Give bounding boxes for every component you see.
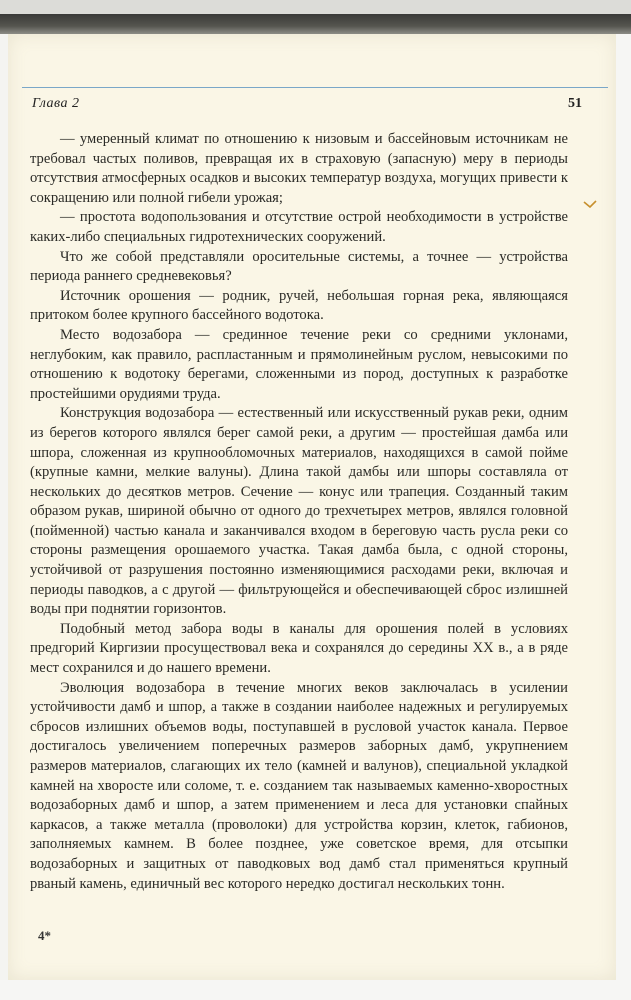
paragraph: Источник орошения — родник, ручей, небольшая горная река, являющаяся притоком более крупного бассейного водотока. <box>30 287 568 324</box>
header-rule <box>22 87 608 88</box>
scan-bottom-margin <box>0 980 631 1000</box>
paragraph: — простота водопользования и отсутствие острой необходимости в устройстве каких-либо специальных гидротехнических сооружений. <box>30 209 568 245</box>
paragraph: Подобный метод забора воды в каналы для орошения полей в условиях предгорий Киргизии просуществовал века и сохранялся до середины XX в., а в ряде мест сохранился и до нашего времени. <box>30 620 568 677</box>
chapter-label: Глава 2 <box>32 96 80 111</box>
paragraph: — умеренный климат по отношению к низовым и бассейновым источникам не требовал частых поливов, превращая их в страховую (запасную) меру в периоды отсутствия атмосферных осадков и высоких температур воздуха, могущих привести к сокращению или полной гибели урожая; <box>30 131 568 206</box>
paragraph: Место водозабора — срединное течение реки со средними уклонами, неглубоким, как правило, распластанным и прямолинейным руслом, невысокими по отношению к водотоку берегами, сложенными из пород, доступных к разработке простейшими орудиями труда. <box>30 326 568 402</box>
paragraph: Конструкция водозабора — естественный или искусственный рукав реки, одним из берегов которого являлся берег самой реки, а другим — простейшая дамба или шпора, сложенная из крупнообломочных материалов, находящихся в самой пойме (крупные камни, мелкие валуны). Длина такой дамбы или шпоры составляла от нескольких до десятков метров. Сечение — конус или трапеция. Созданный таким образом рукав, шириной обычно от одного до трехчетырех метров, являлся головной (пойменной) частью канала и заканчивался входом в береговую часть русла реки со стороны размещения орошаемого участка. Такая дамба была, с одной стороны, устойчивой от разрушения постоянно изменяющимися расходами реки, включая и периоды паводков, а с другой — фильтрующейся и обеспечивающей сброс излишней воды при поднятии горизонтов. <box>30 405 568 618</box>
running-header <box>22 96 608 116</box>
signature-mark: 4* <box>38 928 51 943</box>
scan-right-margin <box>616 34 631 1000</box>
page-number: 51 <box>568 96 582 111</box>
paragraph: Что же собой представляли оросительные системы, а точнее — устройства периода раннего средневековья? <box>30 248 568 285</box>
paragraph: Эволюция водозабора в течение многих веков заключалась в усилении устойчивости дамб и шпор, а также в создании наиболее надежных и регулируемых сбросов излишних объемов воды, поступавшей в русловой участок канала. Первое достигалось увеличением поперечных размеров заборных дамб, укрупнением размеров материалов, слагающих их тело (камней и валунов), специальной укладкой камней на хворосте или соломе, т. е. созданием так называемых каменно-хворостных водозаборных дамб и шпор, а затем применением и леса для установки спайных каркасов, а также металла (проволоки) для устройства корзин, клеток, габионов, заполняемых камнем. В более позднее, уже советское время, для отсыпки водозаборных и защитных от паводковых вод дамб стал применяться крупный рваный камень, единичный вес которого нередко достигал нескольких тонн. <box>30 679 568 892</box>
scan-top-edge <box>0 0 631 14</box>
margin-tick-mark <box>583 200 597 208</box>
body-text <box>30 130 568 894</box>
scan-shadow-band <box>0 14 631 34</box>
